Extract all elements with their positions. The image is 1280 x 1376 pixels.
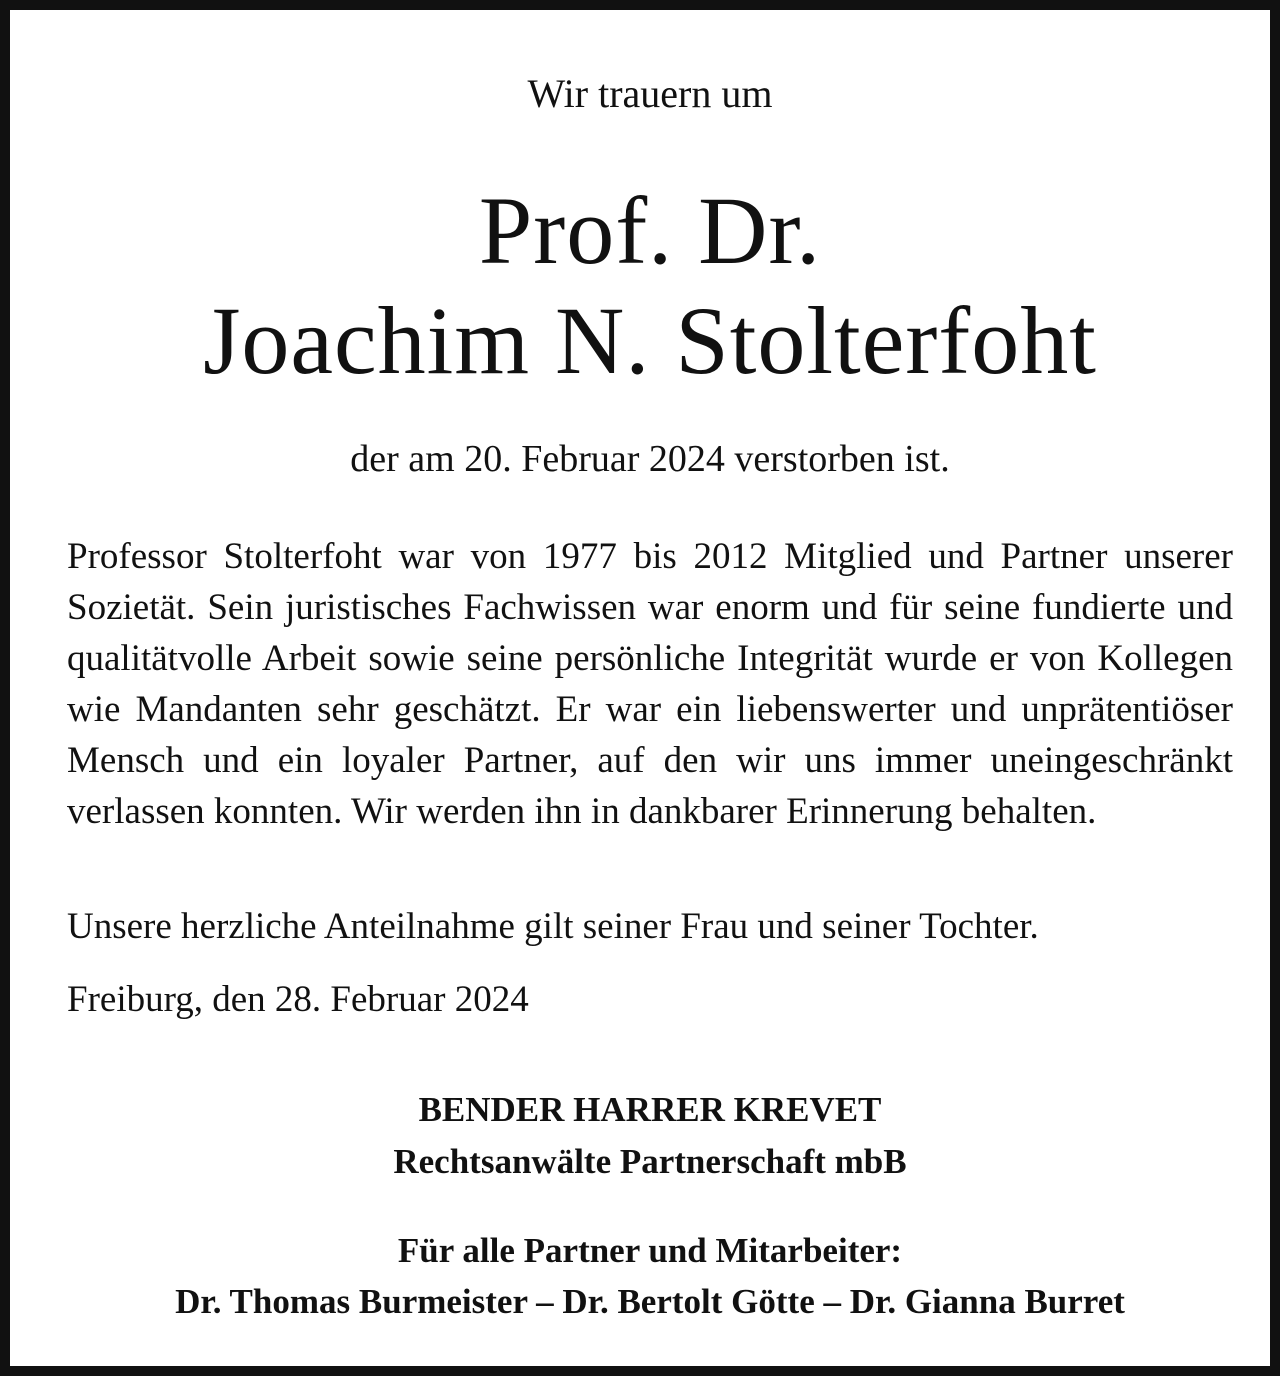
deceased-name: Joachim N. Stolterfoht [203,287,1097,394]
firm-type: Rechtsanwälte Partnerschaft mbB [393,1142,907,1181]
deceased-title: Prof. Dr. [478,177,822,284]
tribute-paragraph: Professor Stolterfoht war von 1977 bis 2012 Mitglied und Partner unserer Sozietät. Sein juristisches Fachwissen war enorm und für seine fundierte und qualitätvolle Arbeit sowie seine persönliche Integrität wurde er von Kollegen wie Mandanten sehr geschätzt. Er war ein liebenswerter und unprätentiöser Mensch und ein loyaler Partner, auf den wir uns immer uneingeschränkt verlassen konnten. Wir werden ihn in dankbarer Erinnerung behalten. [67,536,1233,832]
condolence-paragraph: Unsere herzliche Anteilnahme gilt seiner Frau und seiner Tochter. [67,906,1039,947]
place-and-date: Freiburg, den 28. Februar 2024 [67,979,529,1020]
firm-name: BENDER HARRER KREVET [418,1090,882,1129]
signatories: Dr. Thomas Burmeister – Dr. Bertolt Götte – Dr. Gianna Burret [175,1282,1125,1321]
death-date-line: der am 20. Februar 2024 verstorben ist. [350,438,950,480]
signature-intro: Für alle Partner und Mitarbeiter: [397,1231,903,1270]
intro-text: Wir trauern um [527,71,773,116]
